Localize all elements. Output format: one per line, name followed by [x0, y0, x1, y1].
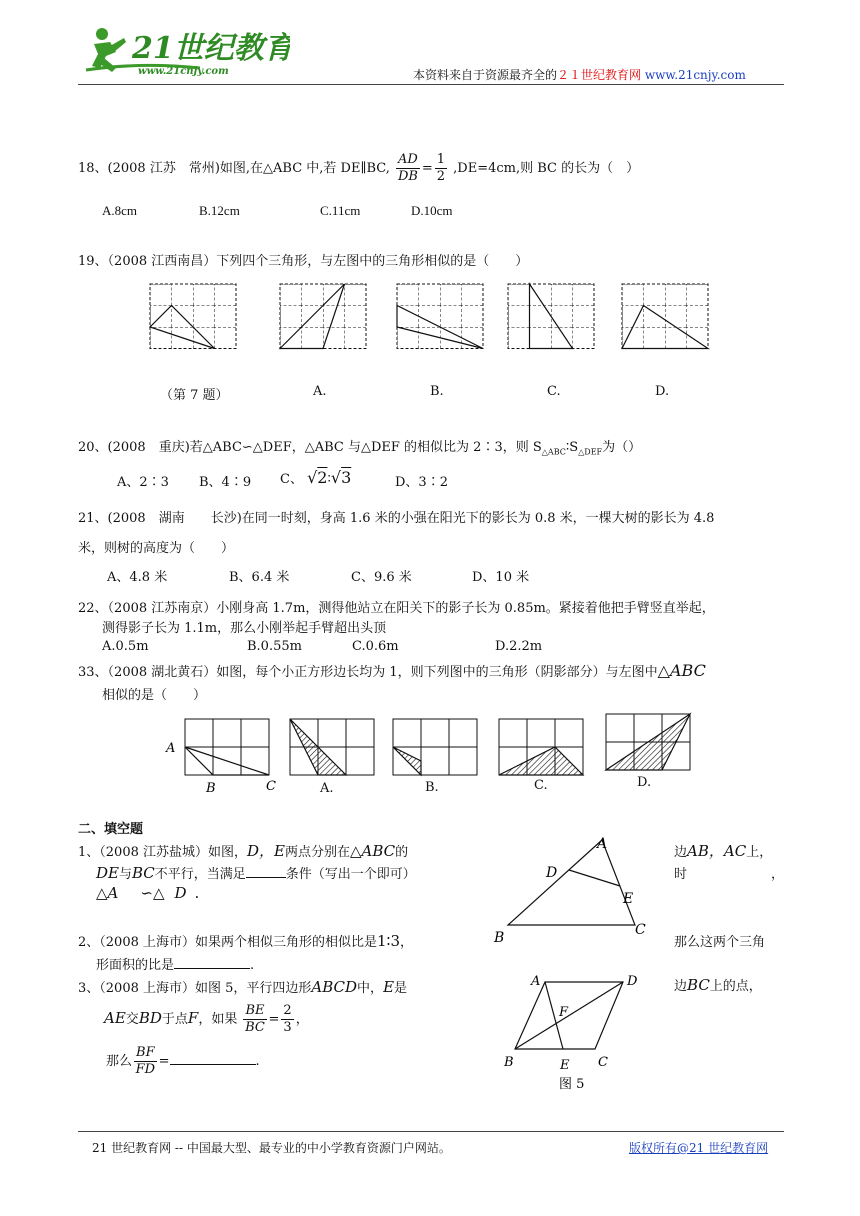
f1-side-line1: 边AB，AC上，	[674, 842, 773, 860]
q33-pt-c: C	[266, 779, 276, 794]
f3-side: 边BC上的点，	[674, 976, 762, 994]
q22-option-b: B.0.55m	[247, 639, 302, 654]
q21-line2: 米，则树的高度为（ ）	[78, 541, 235, 556]
svg-text:B: B	[494, 930, 505, 945]
logo-url: www.21cnjy.com	[138, 66, 229, 77]
q33-line2: 相似的是（ ）	[102, 688, 207, 703]
q21-option-c: C、9.6 米	[351, 570, 412, 585]
q33-label-d: D.	[637, 775, 652, 790]
logo-text: 21世纪教育	[132, 31, 290, 66]
f1-line1: 1、（2008 江苏盐城）如图，D，E两点分别在△ABC的	[78, 842, 409, 860]
q18-option-c: C.11cm	[320, 203, 361, 218]
q20-option-d: D、3∶2	[395, 475, 448, 490]
q33-label-c: C.	[534, 778, 548, 793]
q18-option-d: D.10cm	[411, 203, 453, 218]
f3-line1: 3、（2008 上海市）如图 5，平行四边形ABCD中，E是	[78, 978, 408, 996]
q33-line1: 33、（2008 湖北黄石）如图，每个小正方形边长均为 1，则下列图中的三角形（阴影部分）与左图中△ABC	[78, 661, 706, 680]
q33-grid-b	[393, 719, 477, 775]
footer-copyright-link[interactable]: 版权所有@21 世纪教育网	[629, 1141, 769, 1155]
q33-grid-a	[290, 719, 374, 775]
q33-grid-c	[499, 719, 583, 775]
f1-side-line2: 时 ，	[674, 867, 785, 882]
q21-line1: 21、(2008 湖南 长沙)在同一时刻，身高 1.6 米的小强在阳光下的影长为 0.8 米，一棵大树的影长为 4.8	[78, 511, 715, 526]
f2-line1: 2、（2008 上海市）如果两个相似三角形的相似比是1∶3，	[78, 932, 414, 950]
q19-label-c: C.	[547, 384, 561, 399]
f1-figure	[490, 830, 660, 945]
q21-option-a: A、4.8 米	[107, 570, 168, 585]
f3-line2: AE交BD于点F，如果 $\frac{BE}{BC}$ = $\frac{2}{3}$ ，	[104, 1003, 309, 1035]
q19-grid-c	[508, 284, 594, 349]
q20-option-a: A、2∶3	[117, 475, 169, 490]
svg-text:图 5: 图 5	[559, 1077, 585, 1092]
footer-rule	[78, 1131, 784, 1132]
header-source-prefix: 本资料来自于资源最齐全的	[413, 68, 558, 82]
svg-text:A: A	[531, 974, 541, 989]
question-20: 20、(2008 重庆)若△ABC∽△DEF，△ABC 与△DEF 的相似比为 2∶3，则 $S_{\triangle ABC}∶S_{\triangle DEF}$为（）	[78, 440, 642, 457]
q33-pt-a: A	[166, 741, 176, 756]
q20-option-c: C、 √2∶√3	[280, 468, 352, 487]
header-source	[413, 66, 746, 83]
footer-left: 21 世纪教育网 -- 中国最大型、最专业的中小学教育资源门户网站。	[92, 1141, 451, 1155]
section-2-title: 二、填空题	[78, 822, 144, 837]
header-source-url[interactable]: www.21cnjy.com	[644, 68, 746, 82]
question-19: 19、（2008 江西南昌）下列四个三角形，与左图中的三角形相似的是（ ）	[78, 254, 529, 269]
q19-grid-reference	[150, 284, 236, 349]
svg-text:D: D	[546, 865, 558, 881]
svg-text:D: D	[627, 974, 638, 989]
question-18	[78, 152, 639, 185]
q33-grid-reference	[185, 719, 269, 775]
svg-text:E: E	[623, 891, 634, 907]
q19-label-d: D.	[655, 384, 670, 399]
svg-text:B: B	[504, 1055, 514, 1070]
f3-figure	[495, 965, 655, 1095]
header-logo	[80, 22, 290, 82]
svg-text:A: A	[597, 836, 608, 852]
f2-side: 那么这两个三角	[674, 935, 766, 950]
q18-option-a: A.8cm	[102, 203, 138, 218]
q19-label-ref: （第 7 题）	[160, 388, 229, 403]
q21-option-b: B、6.4 米	[229, 570, 290, 585]
q19-grid-d	[622, 284, 708, 349]
header-rule	[78, 84, 784, 85]
q22-option-d: D.2.2m	[495, 639, 543, 654]
header-source-site[interactable]: ２１世纪教育网	[557, 68, 642, 82]
q19-grid-a	[280, 284, 366, 349]
svg-text:C: C	[635, 922, 646, 938]
q18-frac-ad-db: $\frac{AD}{DB}$	[397, 152, 418, 184]
q18-text-before: 18、(2008 江苏 常州)如图,在△ABC 中,若 DE∥BC,	[78, 161, 390, 176]
runner-logo-icon	[80, 22, 290, 82]
q33-pt-b: B	[206, 781, 216, 796]
svg-text:F: F	[559, 1005, 569, 1020]
q19-label-a: A.	[313, 384, 327, 399]
q18-eq: =	[421, 161, 433, 176]
f3-line3: 那么 $\frac{BF}{FD}$ = .	[106, 1045, 260, 1077]
f1-line2: DE与BC不平行，当满足 条件（写出一个即可）	[96, 864, 416, 882]
svg-text:E: E	[560, 1058, 570, 1073]
q33-grid-d	[606, 714, 690, 770]
f2-line2: 形面积的比是 .	[96, 958, 255, 973]
q19-grid-b	[397, 284, 483, 349]
q18-frac-half: $\frac{1}{2}$	[436, 152, 446, 184]
q33-label-b: B.	[425, 780, 439, 795]
q22-line1: 22、（2008 江苏南京）小刚身高 1.7m，测得他站立在阳关下的影子长为 0.85m。紧接着他把手臂竖直举起，	[78, 601, 715, 616]
q33-label-a: A.	[320, 781, 334, 796]
q22-option-a: A.0.5m	[102, 639, 149, 654]
q19-figures	[140, 278, 720, 358]
f1-line3: △A ∽△ D .	[96, 884, 200, 902]
svg-text:C: C	[598, 1055, 608, 1070]
q19-label-b: B.	[430, 384, 444, 399]
q18-text-after: ,DE=4cm,则 BC 的长为（ ）	[453, 161, 640, 176]
q22-option-c: C.0.6m	[352, 639, 399, 654]
q18-option-b: B.12cm	[199, 203, 240, 218]
q22-line2: 测得影子长为 1.1m，那么小刚举起手臂超出头顶	[102, 621, 387, 636]
q21-option-d: D、10 米	[472, 570, 530, 585]
q20-option-b: B、4∶9	[199, 475, 252, 490]
